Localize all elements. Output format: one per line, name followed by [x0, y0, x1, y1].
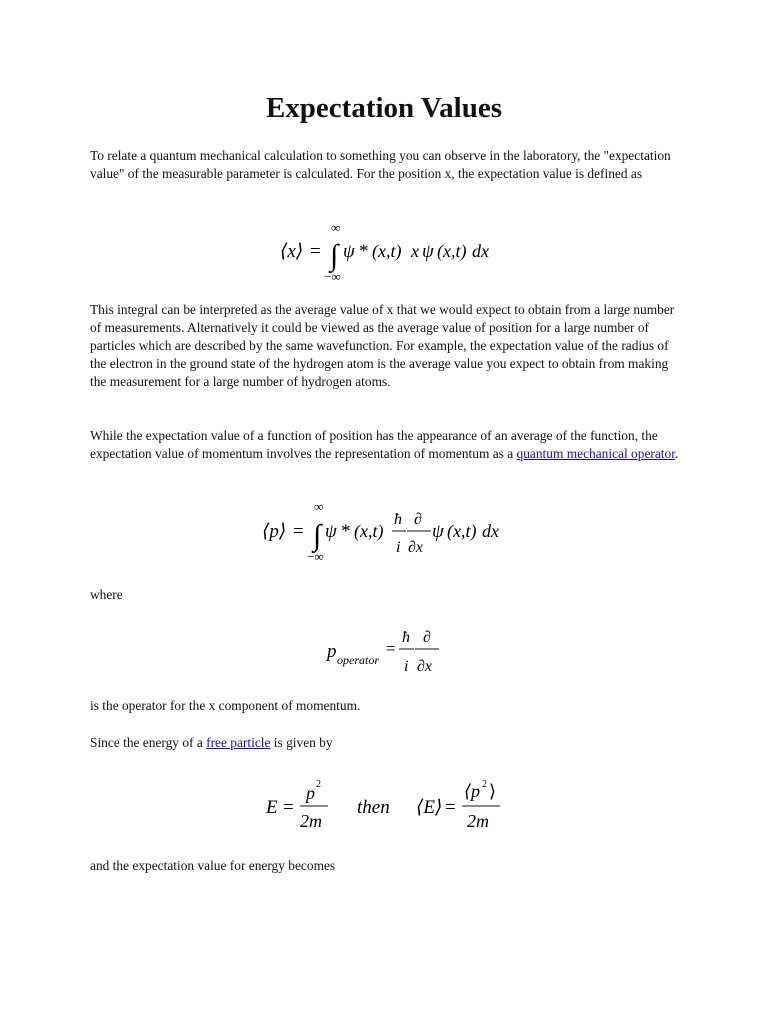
eq1-lhs: ⟨x⟩ [280, 241, 304, 262]
eq1-upper-limit: ∞ [331, 220, 341, 235]
free-particle-text-end: is given by [270, 735, 333, 750]
eq2-star: * [341, 521, 351, 542]
energy-expectation-paragraph: and the expectation value for energy becomes [90, 858, 336, 873]
eq2-upper-limit: ∞ [314, 499, 324, 514]
eq1-args1: (x,t) [372, 241, 402, 261]
eq2-partial: ∂ [414, 511, 422, 528]
eq1-lower-limit: −∞ [324, 269, 341, 284]
eq2-partial-x: ∂x [408, 539, 424, 556]
eq1-psi-star: ψ [343, 241, 355, 262]
eq4-2m-b: 2m [467, 811, 489, 831]
eq4-superscript-2: 2 [482, 779, 487, 790]
momentum-expectation-equation [0, 498, 768, 568]
eq2-lhs: ⟨p⟩ [262, 521, 287, 542]
momentum-equation-svg [0, 498, 768, 568]
eq4-equals-2: = [445, 797, 456, 818]
eq4-p: p [306, 783, 315, 803]
eq4-E: E [266, 797, 278, 818]
eq2-dx: dx [482, 521, 499, 541]
eq4-expect-p-close: ⟩ [489, 781, 497, 801]
eq2-equals: = [293, 521, 304, 542]
eq4-then: then [357, 797, 390, 818]
eq1-args2: (x,t) [437, 241, 467, 261]
free-particle-paragraph [90, 734, 680, 752]
page-title: Expectation Values [265, 92, 503, 124]
intro-paragraph: To relate a quantum mechanical calculation to something you can observe in the laboratory, the "expectation value" of the measurable parameter is calculated. For the position x, the expectation value is defined as [90, 148, 671, 181]
where-label: where [90, 587, 123, 602]
interpretation-paragraph: This integral can be interpreted as the average value of x that we would expect to obtain from a large number of measurements. Alternatively it could be viewed as the average value of position for a large number of particles which are described by the same wavefunction. For example, the expectation value of the radius of the electron in the ground state of the hydrogen atom is the average value you expect to obtain from making the measurement for a large number of hydrogen atoms. [90, 302, 675, 389]
eq1-equals: = [310, 241, 321, 262]
eq3-hbar: ħ [402, 629, 410, 646]
eq2-args1: (x,t) [354, 521, 384, 541]
eq3-p: p [327, 641, 337, 662]
eq2-lower-limit: −∞ [307, 549, 324, 564]
eq1-dx: dx [472, 241, 489, 261]
momentum-paragraph-end: . [674, 446, 679, 461]
eq3-i: i [404, 658, 409, 675]
eq1-star: * [359, 241, 369, 262]
eq3-partial: ∂ [423, 629, 431, 646]
eq2-psi: ψ [432, 521, 444, 542]
energy-equation-svg [0, 775, 768, 835]
eq4-expect-p: ⟨p [464, 781, 481, 801]
free-particle-link[interactable]: free particle [206, 735, 271, 750]
eq2-psi-star: ψ [325, 521, 337, 542]
eq3-subscript: operator [337, 653, 379, 667]
eq4-equals: = [283, 797, 294, 818]
operator-description: is the operator for the x component of momentum. [90, 698, 361, 713]
eq4-expect-E: ⟨E⟩ [416, 797, 443, 818]
eq2-args2: (x,t) [447, 521, 477, 541]
position-expectation-equation [0, 220, 768, 290]
eq4-2m: 2m [300, 811, 322, 831]
eq2-integral-sign: ∫ [313, 519, 322, 552]
eq3-equals: = [386, 639, 396, 658]
operator-equation-svg [0, 620, 768, 680]
position-equation-svg [0, 220, 768, 290]
eq2-hbar: ħ [394, 511, 402, 528]
quantum-operator-link[interactable]: quantum mechanical operator [516, 446, 675, 461]
free-particle-text: Since the energy of a [90, 735, 207, 750]
eq1-integral-sign: ∫ [330, 239, 339, 272]
momentum-operator-equation [0, 620, 768, 690]
eq1-psi: ψ [422, 241, 434, 262]
eq2-i: i [396, 539, 401, 556]
energy-equation [0, 775, 768, 845]
momentum-paragraph [90, 427, 680, 463]
eq1-middle-x: x [411, 241, 419, 261]
eq3-partial-x: ∂x [417, 658, 433, 675]
eq4-superscript: 2 [316, 779, 321, 790]
momentum-paragraph-text: While the expectation value of a function of position has the appearance of an average of the function, the expectation value of momentum involves the representation of momentum as a [90, 428, 658, 461]
